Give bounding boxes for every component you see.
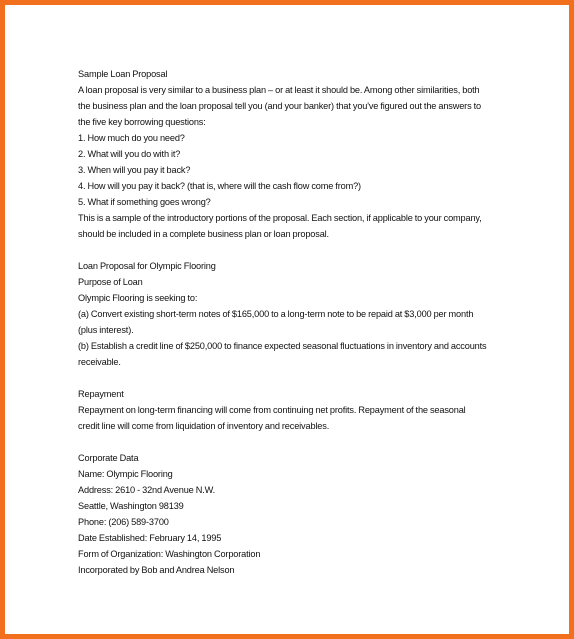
text-line: A loan proposal is very similar to a business plan – or at least it should be. Among other similarities, both (78, 85, 480, 95)
question-item: 1. How much do you need? (78, 133, 185, 143)
section-heading: Repayment (78, 389, 124, 399)
section-heading: Loan Proposal for Olympic Flooring (78, 261, 216, 271)
text-line: (a) Convert existing short-term notes of $165,000 to a long-term note to be repaid at $3,000 per month (78, 309, 474, 319)
question-item: 3. When will you pay it back? (78, 165, 191, 175)
section-spacer (78, 242, 528, 258)
text-line: credit line will come from liquidation of inventory and receivables. (78, 421, 330, 431)
corporate-name: Name: Olympic Flooring (78, 469, 173, 479)
repayment-section (78, 386, 528, 434)
text-line: This is a sample of the introductory portions of the proposal. Each section, if applicable to your company, (78, 213, 482, 223)
text-line: Repayment on long-term financing will come from continuing net profits. Repayment of the seasonal (78, 405, 466, 415)
question-item: 2. What will you do with it? (78, 149, 181, 159)
corporate-incorporators: Incorporated by Bob and Andrea Nelson (78, 565, 235, 575)
intro-section (78, 66, 528, 242)
section-spacer (78, 370, 528, 386)
text-line: Olympic Flooring is seeking to: (78, 293, 198, 303)
text-line: should be included in a complete business plan or loan proposal. (78, 229, 329, 239)
document-body (78, 66, 528, 578)
question-item: 4. How will you pay it back? (that is, where will the cash flow come from?) (78, 181, 361, 191)
corporate-phone: Phone: (206) 589-3700 (78, 517, 169, 527)
corporate-section (78, 450, 528, 578)
text-line: the five key borrowing questions: (78, 117, 206, 127)
corporate-date: Date Established: February 14, 1995 (78, 533, 222, 543)
text-line: the business plan and the loan proposal tell you (and your banker) that you've figured out the answers to (78, 101, 481, 111)
section-heading: Corporate Data (78, 453, 139, 463)
section-heading: Purpose of Loan (78, 277, 143, 287)
corporate-address: Address: 2610 - 32nd Avenue N.W. (78, 485, 216, 495)
question-item: 5. What if something goes wrong? (78, 197, 211, 207)
text-line: receivable. (78, 357, 121, 367)
doc-title: Sample Loan Proposal (78, 69, 168, 79)
section-spacer (78, 434, 528, 450)
purpose-section (78, 258, 528, 370)
text-line: (b) Establish a credit line of $250,000 to finance expected seasonal fluctuations in inventory and accounts (78, 341, 487, 351)
text-line: (plus interest). (78, 325, 134, 335)
corporate-form: Form of Organization: Washington Corporation (78, 549, 261, 559)
corporate-city: Seattle, Washington 98139 (78, 501, 184, 511)
